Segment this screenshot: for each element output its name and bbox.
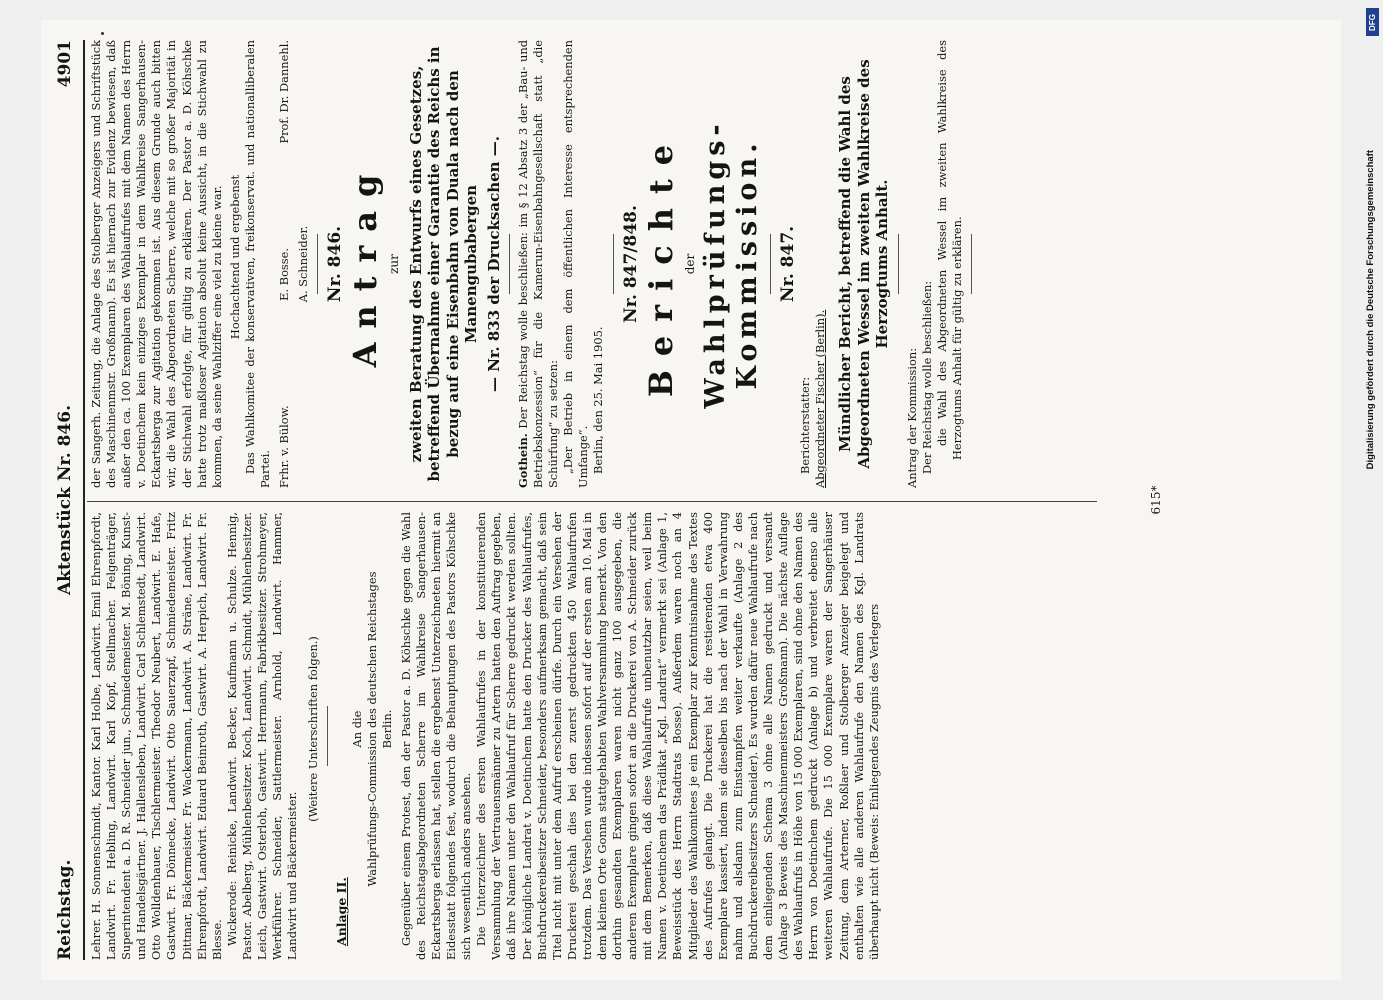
motion-text: Der Reichstag wolle beschließen: im § 12 Absatz 3 der „Bau- und Betriebskonzession“ für die Kamerun-Eisenbahngesellschaft statt „die Schürfung“ zu setzen: — [516, 40, 561, 488]
section-number-846: Nr. 846. — [325, 225, 346, 303]
separator — [509, 234, 510, 294]
separator — [971, 234, 972, 294]
page-header — [51, 40, 79, 960]
separator — [327, 706, 328, 766]
header-title: Aktenstück Nr. 846. — [55, 405, 75, 596]
dfg-logo-icon — [1366, 8, 1379, 36]
gothein-motion — [516, 40, 561, 488]
anlage-heading: Anlage II. — [334, 877, 350, 946]
antrag-heading: Antrag — [346, 160, 385, 368]
separator — [317, 234, 318, 294]
resolution-text: die Wahl des Abgeordneten Wessel im zweiten Wahlkreise des Herzogtums Anhalt für gültig zu erklären. — [934, 40, 964, 460]
header-rule — [83, 40, 85, 960]
antrag-title: zweiten Beratung des Entwurfs eines Gesetzes, betreffend Übernahme einer Garantie des Reichs in bezug auf eine Eisenbahn von Duala nach den Manengubabergen — [406, 46, 480, 482]
berichte-heading: Berichte — [641, 130, 680, 398]
report-title: Mündlicher Bericht, betreffend die Wahl des Abgeordneten Wessel im zweiten Wahlkreise des Herzogtums Anhalt. — [836, 59, 892, 469]
zur-line: zur — [387, 254, 402, 274]
addressee-line-2: Wahlprüfungs-Commission des deutschen Reichstages — [364, 571, 379, 887]
resolution-intro: Der Reichstag wolle beschließen: — [919, 280, 934, 474]
signers-row-2 — [296, 40, 311, 488]
signer: A. Schneider. — [296, 225, 311, 303]
paragraph-continued: der Sangerh. Zeitung, die Anlage des Stolberger Anzeigers und Schriftstück des Maschinenmstr. Großmann). Es ist hiernach zur Evidenz bewiesen, daß außer den ca. 100 Exemplaren des Wahlaufrufes mit dem Namen des Herrn v. Doetinchem kein einziges Exemplar in dem Wahlkreise Sangerhausen-Eckartsberga zur Agitation gekommen ist. Aus diesem Grunde auch bitten wir, die Wahl des Abgeordneten Scherre, welche mit so großer Majorität in der Stichwahl erfolgte, für gültig zu erklären. Der Pastor a. D. Köhschke hatte trotz maßloser Agitation absolut keine Aussicht, in die Stichwahl zu kommen, da seine Wahlziffer eine viel zu kleine war. — [89, 40, 224, 488]
motion-date: Berlin, den 25. Mai 1905. — [591, 326, 606, 474]
signer: E. Bosse. — [277, 248, 292, 301]
separator — [770, 234, 771, 294]
page-number: 4901 — [55, 40, 75, 88]
drucksachen-reference: — Nr. 833 der Drucksachen —. — [484, 135, 503, 393]
signatories-list: Lehrer. H. Sonnenschmidt, Kantor. Karl Holbe, Landwirt. Emil Ehrenpfordt, Landwirt. Fr. Hebling, Landwirt. Karl Kopf, Stellmacher. Felgenträger, Superintendent a. D. R. Schneider jun., Schmiedemeister. M. Böning, Kunst- und Handelsgärtner. J. Hallensleben, Landwirt. Carl Schlemstedt, Landwirt. Otto Wolldenhauer, Tischlermeister. Theodor Neubert, Landwirt. E. Hafe, Gastwirt. Fr. Dönnecke, Landwirt. Otto Sauerzapf, Schmiedemeister. Fritz Dittmar, Bäckermeister. Fr. Wackermann, Landwirt. A. Sträne, Landwirt. Fr. Ehrenpfordt, Landwirt. Eduard Beinroth, Gastwirt. A. Herpich, Landwirt. Fr. Blesse. — [89, 512, 224, 960]
motion-author: Gothein. — [516, 433, 530, 488]
motion-quote: „Der Betrieb in einem dem öffentlichen Interesse entsprechenden Umfange“. — [561, 40, 591, 488]
print-speck — [101, 32, 104, 35]
addressee-line-1: An die — [349, 710, 364, 748]
rapporteur-name: Abgeordneter Fischer (Berlin). — [812, 309, 827, 488]
berichterstatter-label: Berichterstatter: — [797, 376, 812, 474]
separator — [898, 234, 899, 294]
commission-motion-label: Antrag der Kommission: — [904, 347, 919, 488]
committee-line: Das Wahlkomitee der konservativen, freikonservat. und nationalliberalen Partei. — [242, 40, 273, 488]
left-column — [89, 512, 1097, 960]
column-divider — [87, 501, 1097, 502]
header-left: Reichstag. — [55, 859, 75, 960]
signer: Prof. Dr. Dannehl. — [277, 40, 292, 144]
addressee-line-3: Berlin. — [379, 709, 394, 749]
paragraph-1: Gegenüber einem Protest, den der Pastor a. D. Köhschke gegen die Wahl des Reichstagsabgeordneten Scherre im Wahlkreise Sangerhausen-Eckartsberga erlassen hat, stellen die ergebenst Unterzeichneten hiermit an Eidesstatt folgendes fest, wodurch die Behauptungen des Pastors Köhschke sich wesentlich anders ansehen. — [398, 512, 474, 960]
signers-row-1 — [277, 40, 292, 488]
sheet-signature: 615* — [1149, 485, 1163, 515]
logo-text: DFG — [1368, 13, 1378, 31]
right-column — [89, 40, 1097, 488]
separator — [613, 234, 614, 294]
section-number-847-848: Nr. 847/848. — [620, 205, 641, 323]
closing-line: Hochachtend und ergebenst — [227, 174, 242, 340]
section-number-847: Nr. 847. — [777, 225, 798, 303]
paragraph-2: Die Unterzeichner des ersten Wahlaufrufes in der konstituierenden Versammlung der Vertrauensmänner zu Artern hatten den Auftrag gegeben, daß ihre Namen unter den Wahlaufruf für Scherre gedruckt werden sollten. Der königliche Landrat v. Doetinchem hatte den Drucker des Wahlaufrufes, Buchdruckereibesitzer Schneider, besonders aufmerksam gemacht, daß sein Titel nicht mit unter dem Aufruf erscheinen dürfe. Durch ein Versehen der Druckerei geschah dies bei den zuerst gedruckten 450 Wahlaufrufen trotzdem. Das Versehen wurde indessen sofort auf der ersten am 10. Mai in dem kleinen Orte Gonna stattgehabten Wahlversammlung bemerkt. Von den dorthin gesandten Exemplaren waren nicht ganz 100 ausgegeben, die anderen Exemplare gingen sofort an die Druckerei von A. Schneider zurück mit dem Bemerken, daß diese Wahlaufrufe unbenutzbar seien, weil beim Namen v. Doetinchem das Prädikat „Kgl. Landrat“ vermerkt sei (Anlage 1, Beweisstück des Herrn Stadtrats Bosse). Außerdem waren noch an 4 Mitglieder des Wahlkomitees je ein Exemplar zur Kenntnisnahme des Textes des Aufrufes gelangt. Die Druckerei hat die restierenden etwa 400 Exemplare kassiert, indem sie dieselben bis nach der Wahl in Verwahrung nahm und alsdann zum Einstampfen weiter verkaufte (Anlage 2 des Buchdruckereibesitzers Schneider). Es wurden dafür neue Wahlaufrufe nach dem einliegenden Schema 3 ohne alle Namen gedruckt und versandt (Anlage 3 Beweis des Maschinenmeisters Großmann). Die nächste Auflage des Wahlaufrufs in Höhe von 15 000 Exemplaren, sind ohne den Namen des Herrn von Doetinchem gedruckt (Anlage b) und verbreitet ebenso alle weiteren Wahlaufrufe. Die 15 000 Exemplare waren der Sangerhäuser Zeitung, dem Arterner, Roßlaer und Stolberger Anzeiger beigelegt und enthalten wie alle anderen Wahlaufrufe den Namen des Kgl. Landrats überhaupt nicht (Beweis: Einliegendes Zeugnis des Verlegers — [474, 512, 881, 960]
signer: Frhr. v. Bülow. — [277, 405, 292, 488]
wickerode-signatories: Wickerode: Reinicke, Landwirt. Becker, Kaufmann u. Schulze. Hennig, Pastor. Abelberg, Mühlenbesitzer. Koch, Landwirt. Schmidt, Mühlenbesitzer. Leich, Gastwirt. Osterloh, Gastwirt. Herrmann, Fabrikbesitzer. Strohmeyer, Werkführer. Schneider, Sattlermeister. Arnhold, Landwirt. Hammer, Landwirt und Bäckermeister. — [224, 512, 300, 960]
document-page — [41, 20, 1341, 980]
der-line: der — [682, 253, 697, 275]
further-signatures-note: (Weitere Unterschriften folgen.) — [306, 636, 321, 822]
commission-heading: Wahlprüfungs-Kommission. — [699, 119, 763, 409]
digitization-credit: Digitalisierung gefördert durch die Deutsche Forschungsgemeinschaft — [1365, 150, 1376, 470]
